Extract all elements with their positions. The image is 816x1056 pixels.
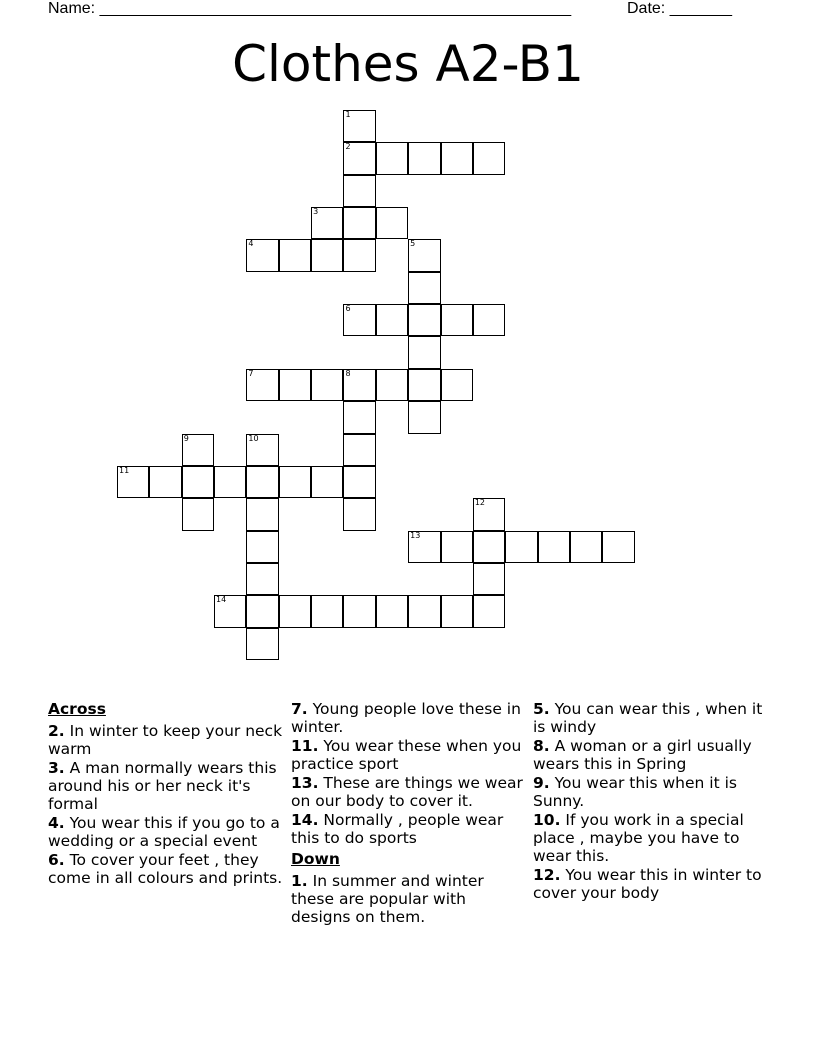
date-field[interactable]: Date: _______: [627, 0, 732, 17]
clue-across-6: [48, 851, 288, 887]
grid-cell[interactable]: [311, 207, 343, 239]
cell-number: 7: [248, 368, 254, 378]
across-heading: Across: [48, 700, 106, 718]
cell-number: 4: [248, 239, 254, 249]
clue-text: Young people love these in winter.: [291, 700, 521, 736]
clue-text: You wear this when it is Sunny.: [533, 774, 737, 810]
grid-cell[interactable]: [473, 142, 505, 174]
grid-cell[interactable]: [505, 531, 537, 563]
clue-number: 11.: [291, 737, 319, 755]
grid-cell[interactable]: [376, 142, 408, 174]
grid-cell[interactable]: [343, 207, 375, 239]
clue-number: 2.: [48, 722, 65, 740]
grid-cell[interactable]: [343, 142, 375, 174]
grid-cell[interactable]: [343, 369, 375, 401]
clue-across-7: [291, 700, 526, 736]
clue-text: You can wear this , when it is windy: [533, 700, 763, 736]
clue-down-5: [533, 700, 773, 736]
grid-cell[interactable]: [343, 304, 375, 336]
grid-cell[interactable]: [279, 239, 311, 271]
grid-cell[interactable]: [246, 369, 278, 401]
clues-column-3: [533, 700, 773, 903]
grid-cell[interactable]: [279, 466, 311, 498]
grid-cell[interactable]: [343, 466, 375, 498]
cell-number: 9: [183, 433, 189, 443]
grid-cell[interactable]: [408, 401, 440, 433]
grid-cell[interactable]: [408, 272, 440, 304]
grid-cell[interactable]: [246, 239, 278, 271]
grid-cell[interactable]: [182, 466, 214, 498]
grid-cell[interactable]: [408, 239, 440, 271]
cell-number: 1: [345, 110, 351, 119]
cell-number: 14: [216, 595, 227, 605]
clue-across-3: [48, 759, 288, 813]
clue-down-12: [533, 866, 773, 902]
clue-number: 7.: [291, 700, 308, 718]
clue-across-13: [291, 774, 526, 810]
grid-cell[interactable]: [376, 207, 408, 239]
grid-cell[interactable]: [473, 498, 505, 530]
cell-number: 12: [474, 498, 486, 508]
grid-cell[interactable]: [246, 628, 278, 660]
clue-across-14: [291, 811, 526, 847]
grid-cell[interactable]: [570, 531, 602, 563]
grid-cell[interactable]: [279, 595, 311, 627]
grid-cell[interactable]: [343, 110, 375, 142]
cell-number: 2: [345, 142, 351, 152]
clue-text: Normally , people wear this to do sports: [291, 811, 504, 847]
clue-number: 1.: [291, 872, 308, 890]
grid-cell[interactable]: [246, 498, 278, 530]
clue-text: A woman or a girl usually wears this in Spring: [533, 737, 752, 773]
grid-cell[interactable]: [214, 595, 246, 627]
clue-text: You wear these when you practice sport: [291, 737, 522, 773]
clue-text: To cover your feet , they come in all colours and prints.: [48, 851, 283, 887]
clue-text: In summer and winter these are popular with designs on them.: [291, 872, 484, 926]
clue-number: 5.: [533, 700, 550, 718]
cell-number: 8: [345, 368, 351, 378]
grid-cell[interactable]: [311, 466, 343, 498]
grid-cell[interactable]: [311, 595, 343, 627]
cell-number: 11: [119, 465, 130, 475]
grid-cell[interactable]: [441, 304, 473, 336]
grid-cell[interactable]: [408, 369, 440, 401]
clue-text: These are things we wear on our body to cover it.: [291, 774, 523, 810]
grid-cell[interactable]: [149, 466, 181, 498]
grid-cell[interactable]: [376, 595, 408, 627]
clue-text: You wear this if you go to a wedding or a special event: [48, 814, 280, 850]
grid-cell[interactable]: [246, 466, 278, 498]
grid-cell[interactable]: [376, 369, 408, 401]
grid-cell[interactable]: [246, 563, 278, 595]
clue-text: A man normally wears this around his or her neck it's formal: [48, 759, 277, 813]
grid-cell[interactable]: [441, 369, 473, 401]
grid-cell[interactable]: [441, 595, 473, 627]
cell-number: 13: [410, 530, 421, 540]
clue-text: In winter to keep your neck warm: [48, 722, 283, 758]
clue-down-8: [533, 737, 773, 773]
grid-cell[interactable]: [473, 531, 505, 563]
clue-down-10: [533, 811, 773, 865]
clue-number: 12.: [533, 866, 561, 884]
grid-cell[interactable]: [408, 531, 440, 563]
grid-cell[interactable]: [311, 369, 343, 401]
clue-across-11: [291, 737, 526, 773]
cell-number: 6: [345, 304, 351, 314]
grid-cell[interactable]: [441, 531, 473, 563]
grid-cell[interactable]: [408, 336, 440, 368]
clue-down-9: [533, 774, 773, 810]
grid-cell[interactable]: [246, 595, 278, 627]
grid-cell[interactable]: [343, 239, 375, 271]
clue-number: 13.: [291, 774, 319, 792]
grid-cell[interactable]: [343, 401, 375, 433]
cell-number: 10: [248, 433, 259, 443]
clue-text: You wear this in winter to cover your body: [533, 866, 762, 902]
clues-column-2: [291, 700, 526, 927]
grid-cell[interactable]: [182, 434, 214, 466]
clue-number: 9.: [533, 774, 550, 792]
grid-cell[interactable]: [408, 595, 440, 627]
clue-number: 10.: [533, 811, 561, 829]
grid-cell[interactable]: [343, 498, 375, 530]
clue-number: 14.: [291, 811, 319, 829]
grid-cell[interactable]: [408, 142, 440, 174]
clue-number: 4.: [48, 814, 65, 832]
name-field[interactable]: Name: _____________________________________________________: [48, 0, 572, 17]
grid-cell[interactable]: [376, 304, 408, 336]
clues-column-1: [48, 700, 288, 888]
down-heading: Down: [291, 850, 340, 868]
grid-cell[interactable]: [279, 369, 311, 401]
grid-cell[interactable]: [117, 466, 149, 498]
clue-down-1: [291, 872, 526, 926]
clue-number: 8.: [533, 737, 550, 755]
grid-cell[interactable]: [441, 142, 473, 174]
clue-number: 6.: [48, 851, 65, 869]
clue-across-4: [48, 814, 288, 850]
grid-cell[interactable]: [343, 595, 375, 627]
grid-cell[interactable]: [602, 531, 634, 563]
clue-text: If you work in a special place , maybe you have to wear this.: [533, 811, 744, 865]
grid-cell[interactable]: [473, 563, 505, 595]
grid-cell[interactable]: [473, 304, 505, 336]
cell-number: 3: [313, 207, 319, 217]
grid-cell[interactable]: [473, 595, 505, 627]
cell-number: 5: [410, 239, 416, 249]
grid-cell[interactable]: [538, 531, 570, 563]
page-title: Clothes A2-B1: [232, 35, 584, 93]
grid-cell[interactable]: [246, 531, 278, 563]
grid-cell[interactable]: [343, 434, 375, 466]
clue-across-2: [48, 722, 288, 758]
grid-cell[interactable]: [408, 304, 440, 336]
grid-cell[interactable]: [246, 434, 278, 466]
clue-number: 3.: [48, 759, 65, 777]
grid-cell[interactable]: [343, 175, 375, 207]
grid-cell[interactable]: [214, 466, 246, 498]
grid-cell[interactable]: [182, 498, 214, 530]
grid-cell[interactable]: [311, 239, 343, 271]
